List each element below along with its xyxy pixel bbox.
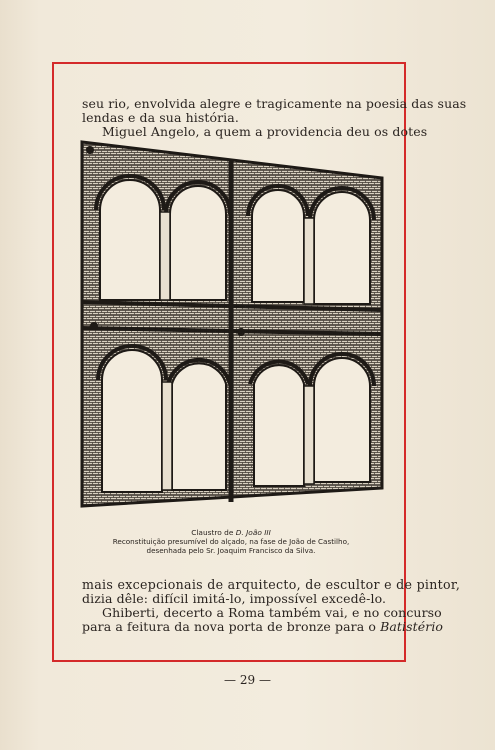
caption-title-prefix: Claustro de [191, 528, 236, 537]
bottom-paragraph [82, 577, 461, 634]
caption-line: Reconstituição presumível do alçado, na fase de João de Castilho, [112, 537, 350, 546]
text-line: mais excepcionais de arquitecto, de escultor e de pintor, [82, 577, 461, 592]
page-number: — 29 — [224, 673, 271, 687]
text-line: seu rio, envolvida alegre e tragicamente na poesia das suas [82, 96, 467, 111]
text-line: dizia dêle: difícil imitá-lo, impossível excedê-lo. [82, 591, 387, 606]
text-fragment-italic: Batistério [380, 619, 444, 634]
text-line [82, 619, 444, 634]
caption-title [100, 528, 362, 537]
text-line: Ghiberti, decerto a Roma também vai, e no concurso [102, 605, 442, 620]
text-line: lendas e da sua história. [82, 110, 239, 125]
text-line: Miguel Angelo, a quem a providencia deu os dotes [102, 124, 428, 139]
cloister-elevation-illustration [76, 140, 386, 520]
caption-line: desenhada pelo Sr. Joaquim Francisco da Silva. [146, 546, 316, 555]
top-paragraph [82, 96, 467, 139]
text-fragment: para a feitura da nova porta de bronze para o [82, 619, 381, 634]
caption-title-italic: D. João III [235, 528, 271, 537]
figure-caption [100, 528, 362, 555]
